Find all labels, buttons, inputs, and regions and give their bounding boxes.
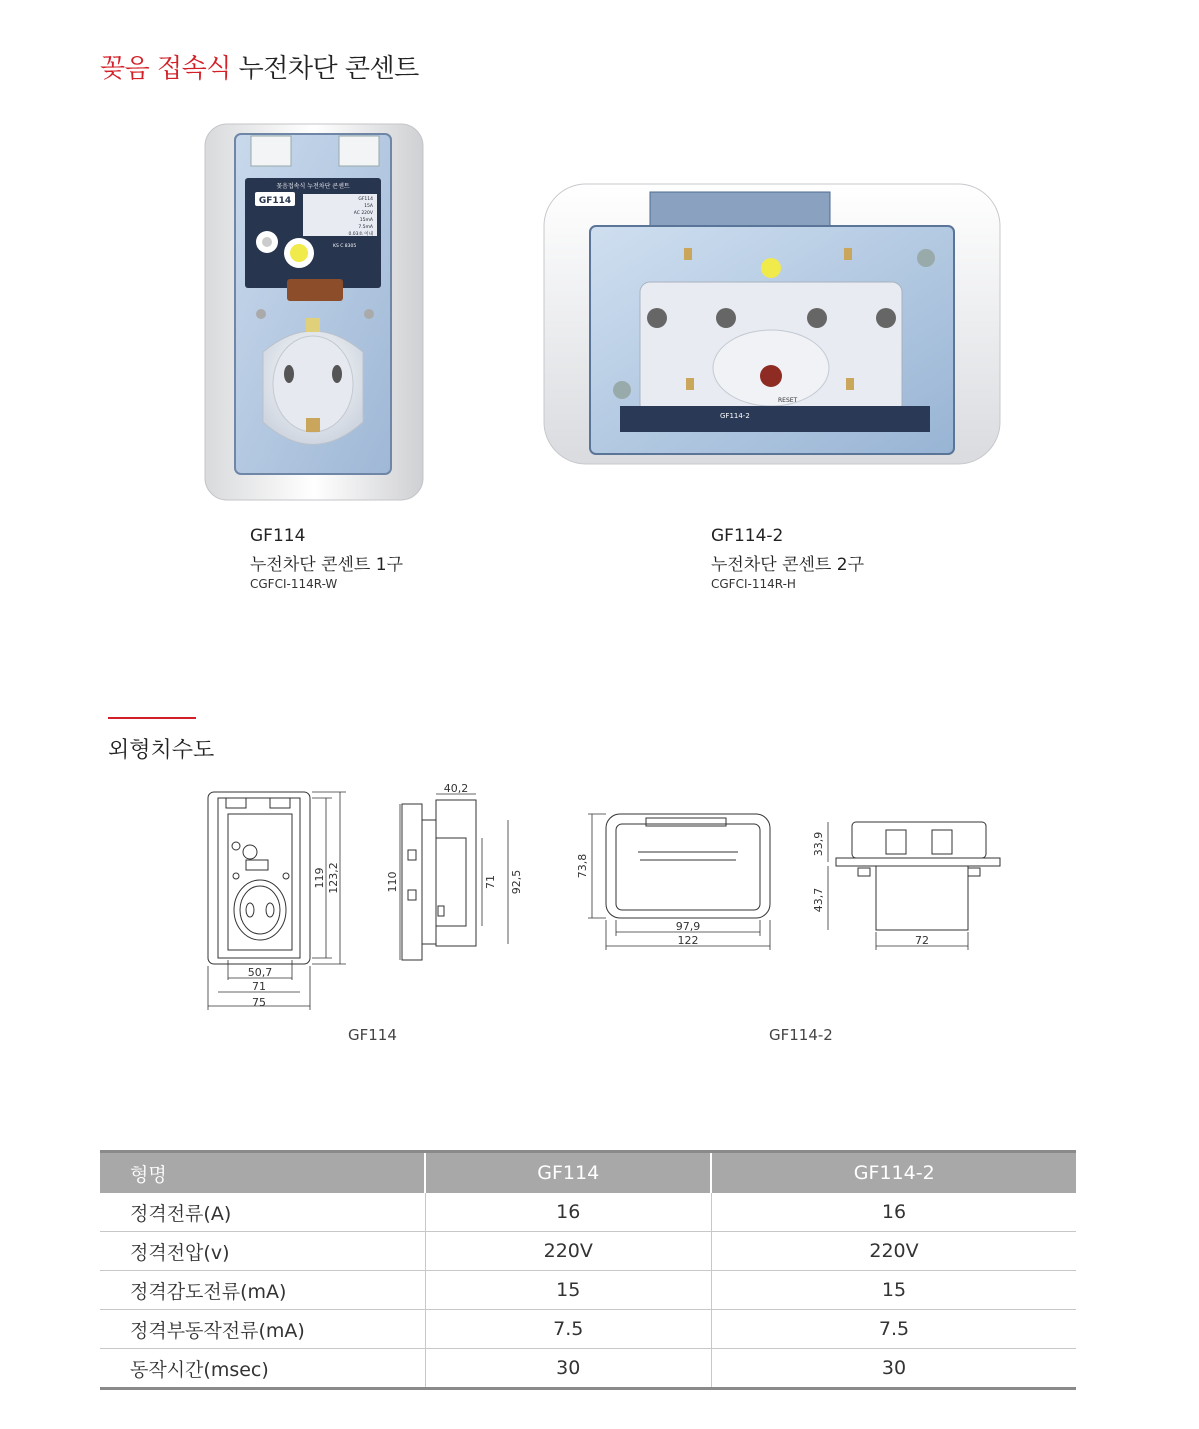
- cell-gf114: 220V: [425, 1232, 711, 1271]
- product-label-gf114-2: [711, 525, 864, 592]
- cell-gf114-2: 7.5: [711, 1310, 1076, 1349]
- page-title-highlight: 꽂음 접속식: [100, 54, 231, 84]
- device-model-label-2: GF114-2: [720, 412, 750, 420]
- table-row: [100, 1193, 1076, 1232]
- dim-h2: 123,2: [327, 862, 340, 894]
- dim-side-w: 40,2: [443, 782, 469, 795]
- row-label: 정격전압(v): [100, 1232, 425, 1271]
- row-label: 정격부동작전류(mA): [100, 1310, 425, 1349]
- cell-gf114: 7.5: [425, 1310, 711, 1349]
- table-row: [100, 1310, 1076, 1349]
- dim-w1: 50,7: [247, 966, 273, 979]
- dim-side-h2: 71: [484, 875, 497, 889]
- product-code: CGFCI-114R-W: [250, 577, 338, 591]
- dim2-side-w: 72: [915, 934, 929, 947]
- header-gf114-2: GF114-2: [711, 1152, 1076, 1194]
- dim2-w1: 97,9: [675, 920, 701, 933]
- dim-w2: 71: [252, 980, 266, 993]
- device-label-top-1: 꽂음접속식 누전차단 콘센트: [276, 183, 350, 190]
- device-spec-3: AC 220V: [353, 211, 373, 216]
- header-model: 형명: [100, 1152, 425, 1194]
- table-row: [100, 1349, 1076, 1389]
- product-model: GF114-2: [711, 526, 784, 546]
- product-photo-gf114: [203, 122, 425, 502]
- row-label: 동작시간(msec): [100, 1349, 425, 1389]
- reset-button-icon: [287, 279, 343, 301]
- spec-table: [100, 1150, 1076, 1390]
- row-label: 정격감도전류(mA): [100, 1271, 425, 1310]
- indicator-lamp-icon-2: [761, 258, 781, 278]
- dim-w3: 75: [252, 996, 266, 1009]
- cell-gf114-2: 16: [711, 1193, 1076, 1232]
- product-name: 누전차단 콘센트 1구: [250, 555, 403, 575]
- device-spec-6: 0.03초 이내: [348, 232, 373, 237]
- cell-gf114: 16: [425, 1193, 711, 1232]
- header-gf114: GF114: [425, 1152, 711, 1194]
- dim2-h: 73,8: [576, 853, 589, 879]
- dimension-drawing-gf114-2: [570, 808, 1010, 958]
- device-spec-4: 15mA: [359, 218, 373, 223]
- product-model: GF114: [250, 526, 306, 546]
- cell-gf114-2: 30: [711, 1349, 1076, 1389]
- device-model-label-1: GF114: [258, 196, 292, 206]
- dim-h1: 119: [313, 867, 326, 889]
- dim2-bot-h: 43,7: [812, 887, 825, 913]
- page-title: [100, 48, 419, 85]
- dim2-top-h: 33,9: [812, 831, 825, 857]
- product-label-gf114: [250, 525, 403, 592]
- table-row: [100, 1232, 1076, 1271]
- reset-button-icon-2: [760, 365, 782, 387]
- cell-gf114: 30: [425, 1349, 711, 1389]
- cell-gf114-2: 220V: [711, 1232, 1076, 1271]
- dim-side-h3: 92,5: [510, 869, 523, 895]
- drawing-caption-gf114-2: GF114-2: [769, 1026, 833, 1044]
- section-divider: [108, 717, 196, 719]
- drawing-caption-gf114: GF114: [348, 1026, 397, 1044]
- section-title: 외형치수도: [108, 738, 215, 763]
- device-spec-5: 7.5mA: [358, 225, 373, 230]
- dim-side-h1: 110: [386, 871, 399, 893]
- product-code: CGFCI-114R-H: [711, 577, 796, 591]
- dimension-drawing-gf114: [200, 780, 530, 1016]
- device-cert-1: KS C 8305: [333, 244, 357, 249]
- device-spec-2: 15A: [364, 204, 373, 209]
- spec-table-header: [100, 1152, 1076, 1194]
- page-title-rest: 누전차단 콘센트: [238, 54, 419, 84]
- dim2-w2: 122: [677, 934, 699, 947]
- table-row: [100, 1271, 1076, 1310]
- device-spec-1: GF114: [358, 197, 373, 202]
- cell-gf114-2: 15: [711, 1271, 1076, 1310]
- device-reset-label: RESET: [778, 397, 798, 404]
- product-name: 누전차단 콘센트 2구: [711, 555, 864, 575]
- row-label: 정격전류(A): [100, 1193, 425, 1232]
- product-photo-gf114-2: [540, 178, 1004, 470]
- cell-gf114: 15: [425, 1271, 711, 1310]
